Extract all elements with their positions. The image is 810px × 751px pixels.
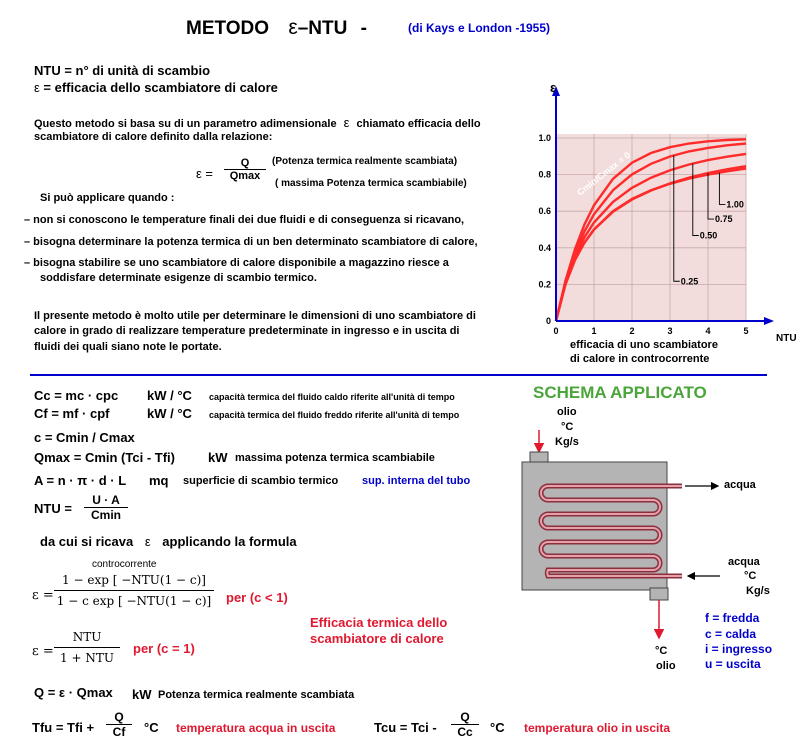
formula-controcorrente: controcorrente: [92, 559, 157, 570]
title-dash: –: [297, 18, 309, 39]
formula-tfu-lhs: Tfu = Tfi +: [32, 720, 95, 735]
chart-x-tick: 2: [629, 326, 635, 336]
intro-line1-post: chiamato efficacia dello: [356, 118, 481, 130]
title-ntu: NTU: [308, 18, 348, 39]
olio-in-label-2: °C: [561, 421, 574, 433]
chart-y-tick: 0: [545, 316, 551, 326]
chart-y-label: ε: [550, 80, 557, 95]
chart-y-tick: 1.0: [538, 133, 551, 143]
formula-q-unit: kW: [132, 687, 152, 702]
formula-tfu-unit: °C: [144, 720, 159, 735]
chart-series-label-0.25: 0.25: [680, 276, 699, 287]
formula-eps1-fraction: [54, 573, 214, 608]
intro-applicable: Si può applicare quando :: [40, 192, 175, 204]
schema-title: SCHEMA APPLICATO: [533, 383, 707, 402]
formula-cc-note: capacità termica del fluido caldo riferite all'unità di tempo: [209, 392, 455, 402]
definition-eps-symbol: ε: [34, 80, 40, 95]
formula-eps2-lhs: ε =: [32, 644, 54, 659]
formula-cc: Cc = mc · cpc: [34, 388, 119, 403]
effectiveness-chart: [520, 78, 810, 372]
legend-ingresso: i = ingresso: [705, 642, 773, 656]
formula-q: Q = ε · Qmax: [34, 685, 113, 700]
olio-in-label-1: olio: [557, 406, 577, 418]
formula-cf: Cf = mf · cpf: [34, 406, 110, 421]
acqua-in-label-3: Kg/s: [746, 585, 770, 597]
formula-tfu-note: temperatura acqua in uscita: [176, 721, 336, 735]
formula-eps2-den: 1 + NTU: [54, 647, 120, 665]
chart-series-label-0.75: 0.75: [715, 214, 733, 225]
legend-uscita: u = uscita: [705, 657, 761, 671]
chart-caption-2: di calore in controcorrente: [570, 353, 710, 365]
efficacia-label-2: scambiatore di calore: [310, 631, 444, 646]
formula-ntu-lhs: NTU =: [34, 501, 72, 516]
intro-bullet-1: – non si conoscono le temperature finali dei due fluidi e di conseguenza si ricavano,: [24, 214, 465, 226]
efficacia-label-1: Efficacia termica dello: [310, 615, 448, 630]
formula-q-note: Potenza termica realmente scambiata: [158, 689, 355, 701]
formula-ntu-fraction: [84, 493, 128, 522]
legend-calda: c = calda: [705, 627, 757, 641]
acqua-in-label-2: °C: [744, 570, 757, 582]
formula-tcu-num: Q: [460, 710, 470, 724]
chart-x-tick: 1: [591, 326, 597, 336]
formula-area-note: superficie di scambio termico: [183, 475, 339, 487]
formula-da-cui: [40, 534, 297, 549]
formula-eps1-den: 1 − c exp [ −NTU(1 − c)]: [54, 590, 214, 608]
intro-bullet-3: – bisogna stabilire se uno scambiatore di calore disponibile a magazzino riesce a: [24, 257, 449, 269]
formula-cf-note: capacità termica del fluido freddo riferite all'unità di tempo: [209, 410, 460, 420]
formula-qmax: Qmax = Cmin (Tci - Tfi): [34, 450, 175, 465]
definition-ntu: NTU = n° di unità di scambio: [34, 63, 211, 78]
intro-formula-lhs: ε =: [196, 166, 213, 181]
title-trail: -: [360, 18, 367, 39]
formula-area-note-blue: sup. interna del tubo: [362, 475, 471, 487]
formula-tcu-den: Cc: [451, 724, 479, 739]
chart-y-tick: 0.4: [538, 242, 551, 253]
formula-da-cui-text: da cui si ricava: [40, 534, 134, 549]
chart-x-tick: 3: [667, 326, 673, 336]
acqua-out-label: acqua: [724, 479, 756, 491]
chart-x-label: NTU: [776, 333, 797, 344]
formula-da-cui-post: applicando la formula: [162, 534, 297, 549]
intro-bullet-2: – bisogna determinare la potenza termica di un ben determinato scambiatore di calore,: [24, 236, 478, 248]
definition-eps: [34, 80, 278, 95]
intro-bullet-3-cont: soddisfare determinate esigenze di scambio termico.: [40, 272, 317, 284]
chart-x-tick: 0: [553, 326, 559, 336]
intro-formula-den: Qmax: [224, 169, 266, 182]
formula-tcu-fraction: [451, 710, 479, 739]
chart-curve-label: Cmin/Cmax = 0: [575, 149, 633, 198]
formula-c: c = Cmin / Cmax: [34, 430, 135, 445]
intro-paragraph-1: Il presente metodo è molto utile per determinare le dimensioni di uno scambiatore di: [34, 310, 476, 322]
formula-da-cui-symbol: ε: [144, 534, 151, 549]
formula-tfu-fraction: [106, 710, 132, 739]
chart-x-tick: 4: [705, 326, 711, 336]
intro-paragraph-2: calore in grado di realizzare temperature predeterminate in ingresso e in uscita di: [34, 325, 460, 337]
olio-out-label-1: °C: [655, 645, 668, 657]
intro-formula-fraction: [224, 157, 266, 182]
formula-eps1-num: 1 − exp [ −NTU(1 − c)]: [62, 573, 206, 587]
olio-in-label-3: Kg/s: [555, 436, 579, 448]
chart-series-label-1.00: 1.00: [726, 199, 744, 210]
formula-tfu-num: Q: [114, 710, 124, 724]
formula-tcu-note: temperatura olio in uscita: [524, 721, 671, 735]
chart-x-tick: 5: [743, 326, 749, 336]
intro-paragraph-3: fluidi dei quali siano note le portate.: [34, 341, 222, 353]
formula-eps2-fraction: [54, 630, 120, 665]
intro-line1: [34, 115, 481, 130]
formula-eps1-cond: per (c < 1): [226, 590, 288, 605]
chart-y-tick: 0.8: [538, 169, 551, 180]
acqua-in-label-1: acqua: [728, 556, 760, 568]
intro-line1-symbol: ε: [343, 115, 350, 130]
page-subtitle: (di Kays e London -1955): [408, 21, 551, 35]
section-divider: [30, 374, 767, 376]
formula-area: A = n · π · d · L: [34, 473, 127, 488]
definition-eps-text: = efficacia dello scambiatore di calore: [39, 80, 278, 95]
formula-tcu-unit: °C: [490, 720, 505, 735]
formula-cc-unit: kW / °C: [147, 388, 192, 403]
chart-y-tick: 0.2: [538, 279, 551, 290]
chart-y-tick: 0.6: [538, 206, 551, 217]
formula-ntu-num: U · A: [92, 493, 120, 507]
intro-formula-den-note: ( massima Potenza termica scambiabile): [275, 178, 467, 189]
outlet-nozzle: [650, 588, 668, 600]
page-title: [186, 16, 367, 40]
legend-fredda: f = fredda: [705, 611, 760, 625]
formula-area-unit: mq: [149, 473, 169, 488]
formula-tfu-den: Cf: [106, 724, 132, 739]
chart-series-label-0.50: 0.50: [699, 230, 718, 241]
formula-eps1-lhs: ε =: [32, 588, 54, 603]
formula-ntu-den: Cmin: [84, 507, 128, 522]
formula-eps2-num: NTU: [72, 630, 102, 644]
title-epsilon: ε: [288, 16, 298, 39]
intro-line2: scambiatore di calore definito dalla relazione:: [34, 131, 273, 143]
intro-formula-num: Q: [240, 157, 250, 169]
chart-x-axis-arrow: [764, 317, 774, 325]
formula-qmax-unit: kW: [208, 450, 228, 465]
title-metodo: METODO: [186, 18, 270, 39]
olio-out-label-2: olio: [656, 660, 676, 672]
intro-line1-pre: Questo metodo si basa su di un parametro adimensionale: [34, 118, 337, 130]
formula-qmax-note: massima potenza termica scambiabile: [235, 452, 435, 464]
chart-caption-1: efficacia di uno scambiatore: [570, 339, 718, 351]
formula-eps2-cond: per (c = 1): [133, 641, 195, 656]
intro-formula-num-note: (Potenza termica realmente scambiata): [272, 156, 458, 167]
formula-tcu-lhs: Tcu = Tci -: [374, 720, 437, 735]
formula-cf-unit: kW / °C: [147, 406, 192, 421]
